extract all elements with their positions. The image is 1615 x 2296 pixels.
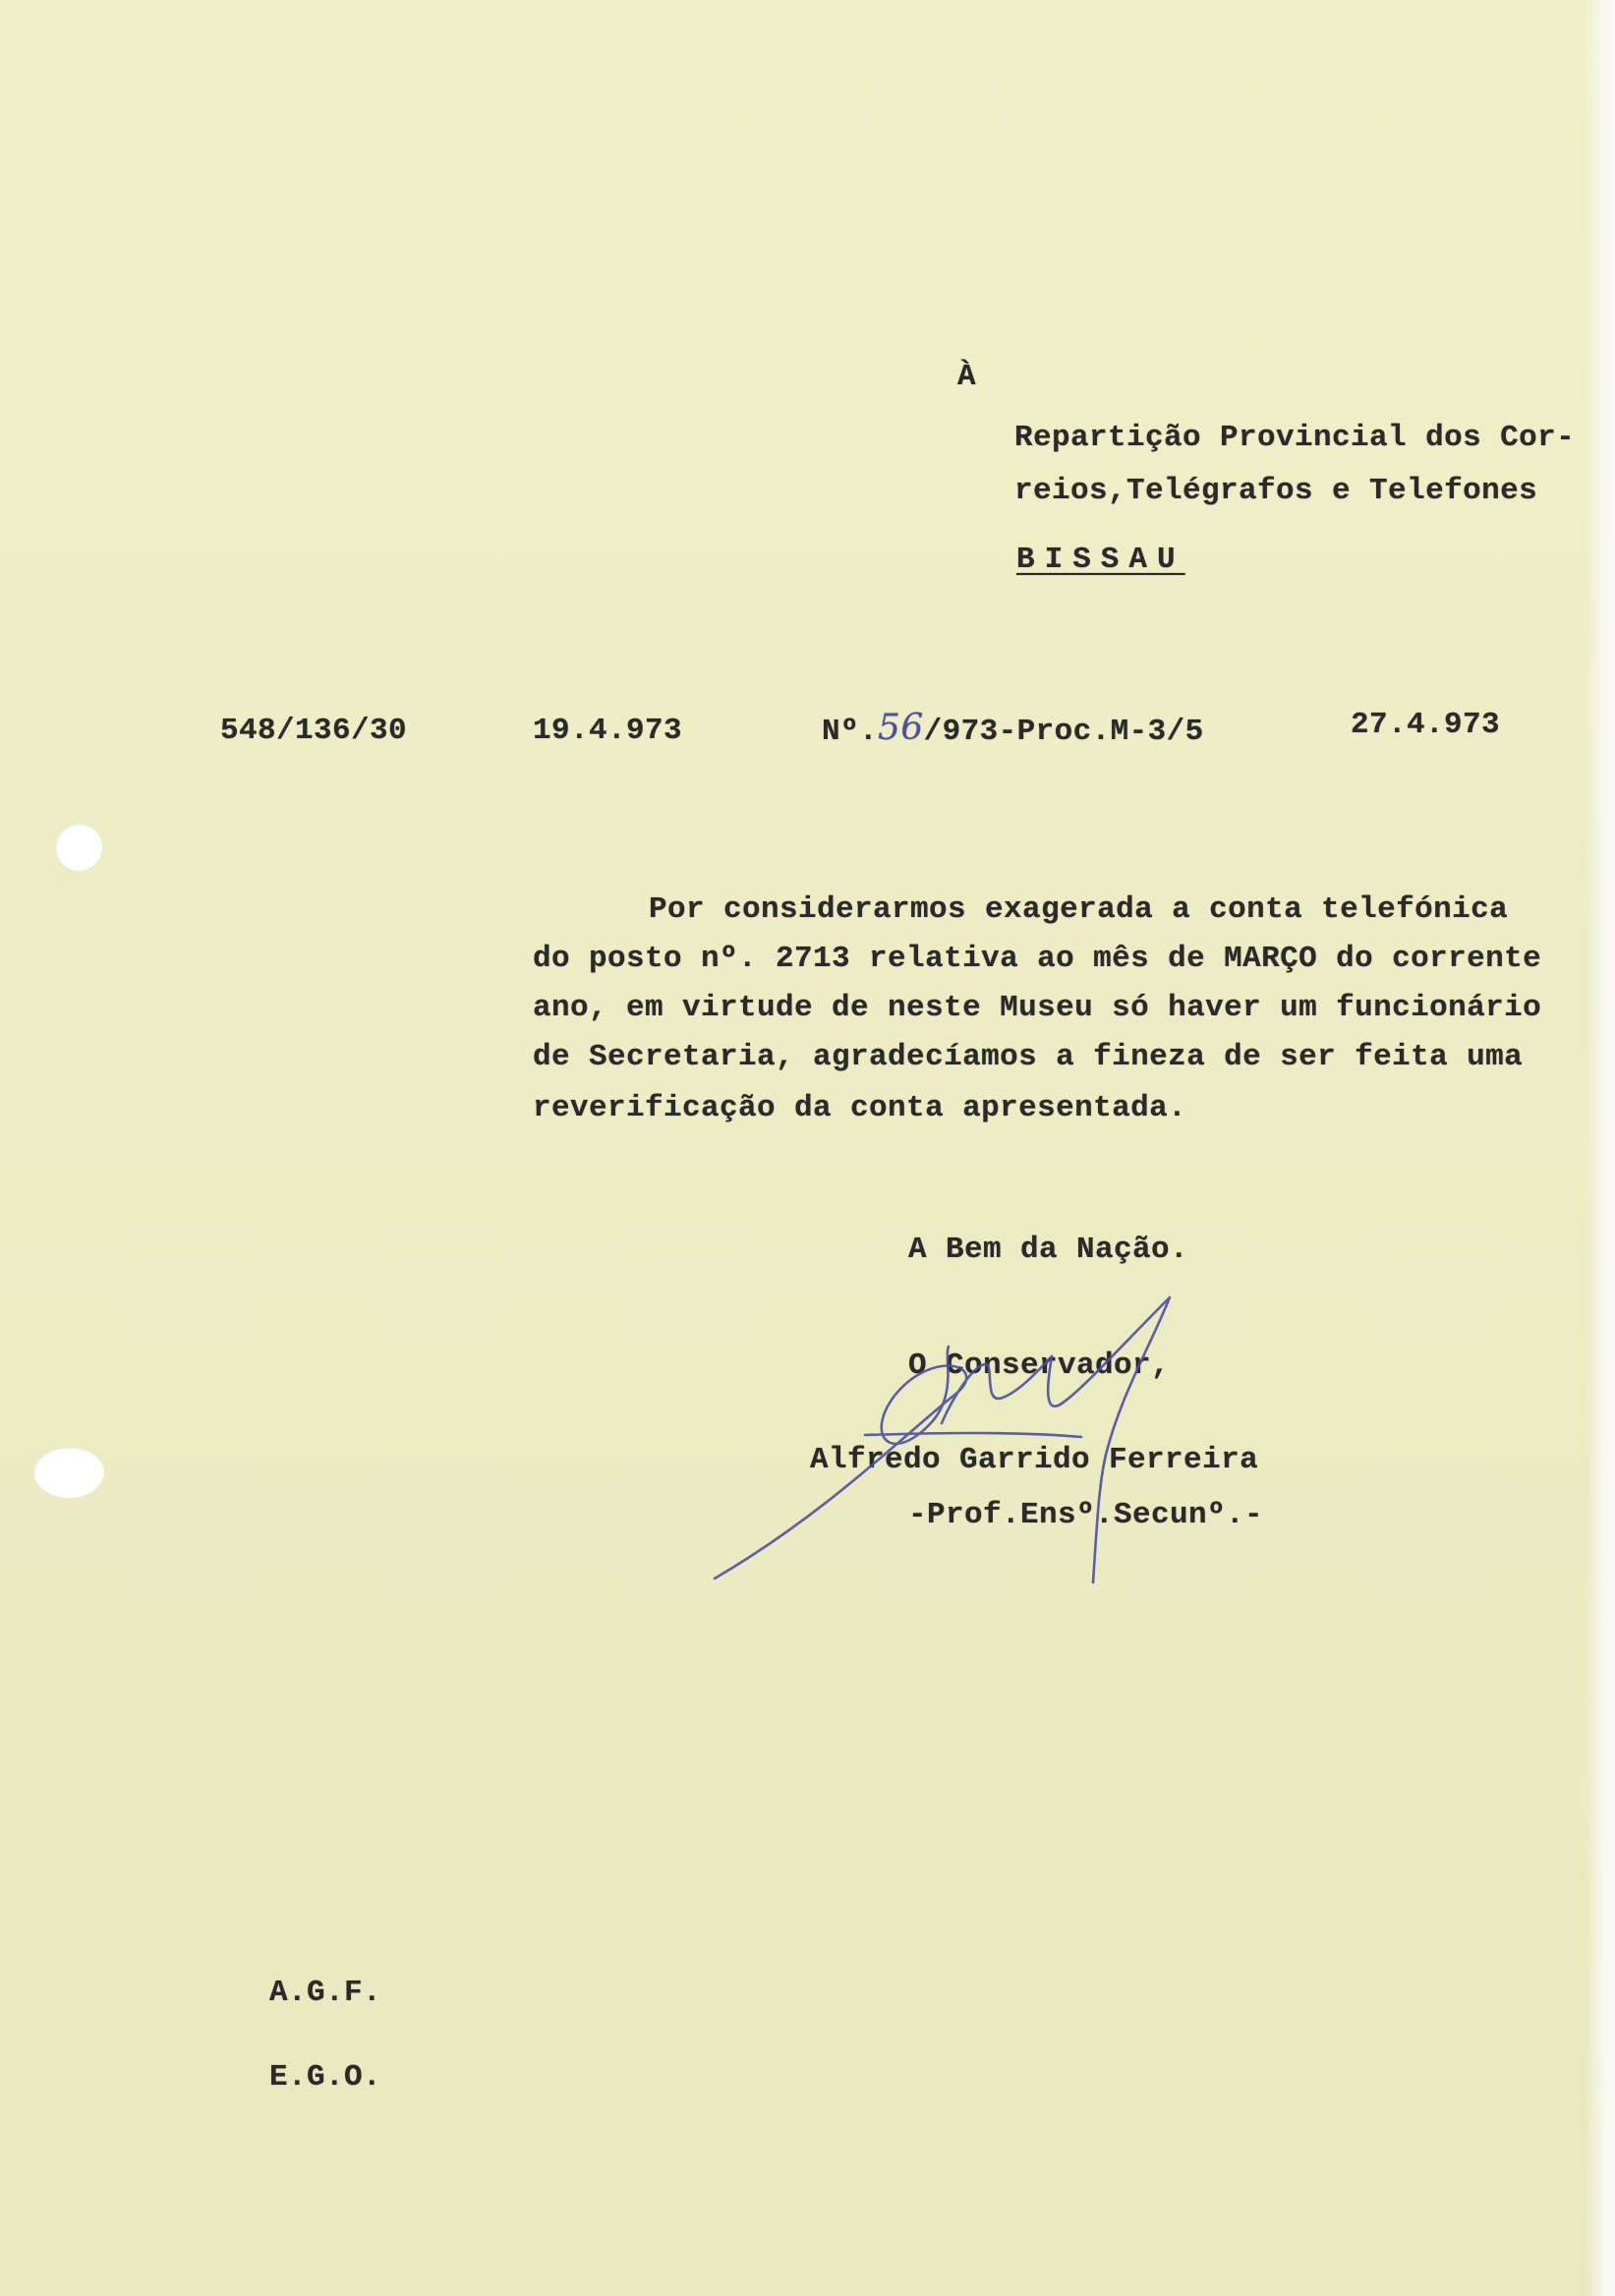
signatory-position: -Prof.Ensº.Secunº.- xyxy=(908,1498,1264,1532)
body-line-3: ano, em virtude de neste Museu só haver um funcionário xyxy=(533,991,1542,1025)
our-reference-suffix: /973-Proc.M-3/5 xyxy=(923,715,1204,749)
recipient-city: BISSAU xyxy=(1016,543,1185,577)
typist-initials: E.G.O. xyxy=(269,2060,382,2095)
your-reference-date: 19.4.973 xyxy=(533,714,683,748)
punch-hole-bottom xyxy=(33,1447,104,1498)
our-reference-prefix: Nº. xyxy=(822,715,879,749)
body-line-5: reverificação da conta apresentada. xyxy=(533,1091,1187,1125)
handwritten-signature xyxy=(708,1288,1317,1602)
recipient-line-2: reios,Telégrafos e Telefones xyxy=(1014,474,1538,508)
body-line-4: de Secretaria, agradecíamos a fineza de ser feita uma xyxy=(533,1040,1524,1074)
signatory-name: Alfredo Garrido Ferreira xyxy=(810,1443,1259,1477)
recipient-line-1: Repartição Provincial dos Cor- xyxy=(1014,421,1576,455)
closing-salutation: A Bem da Nação. xyxy=(908,1233,1189,1267)
your-reference: 548/136/30 xyxy=(220,714,408,748)
author-initials: A.G.F. xyxy=(269,1976,382,2010)
punch-hole-top xyxy=(55,824,102,871)
our-reference-handwritten-number: 56 xyxy=(878,708,924,748)
body-line-1: Por considerarmos exagerada a conta telefónica xyxy=(649,892,1509,927)
closing-title: O Conservador, xyxy=(908,1349,1171,1383)
body-line-2: do posto nº. 2713 relativa ao mês de MARÇO do corrente xyxy=(533,942,1542,976)
recipient-salutation: À xyxy=(957,360,977,394)
our-reference-date: 27.4.973 xyxy=(1351,708,1501,742)
our-reference xyxy=(822,708,1204,749)
